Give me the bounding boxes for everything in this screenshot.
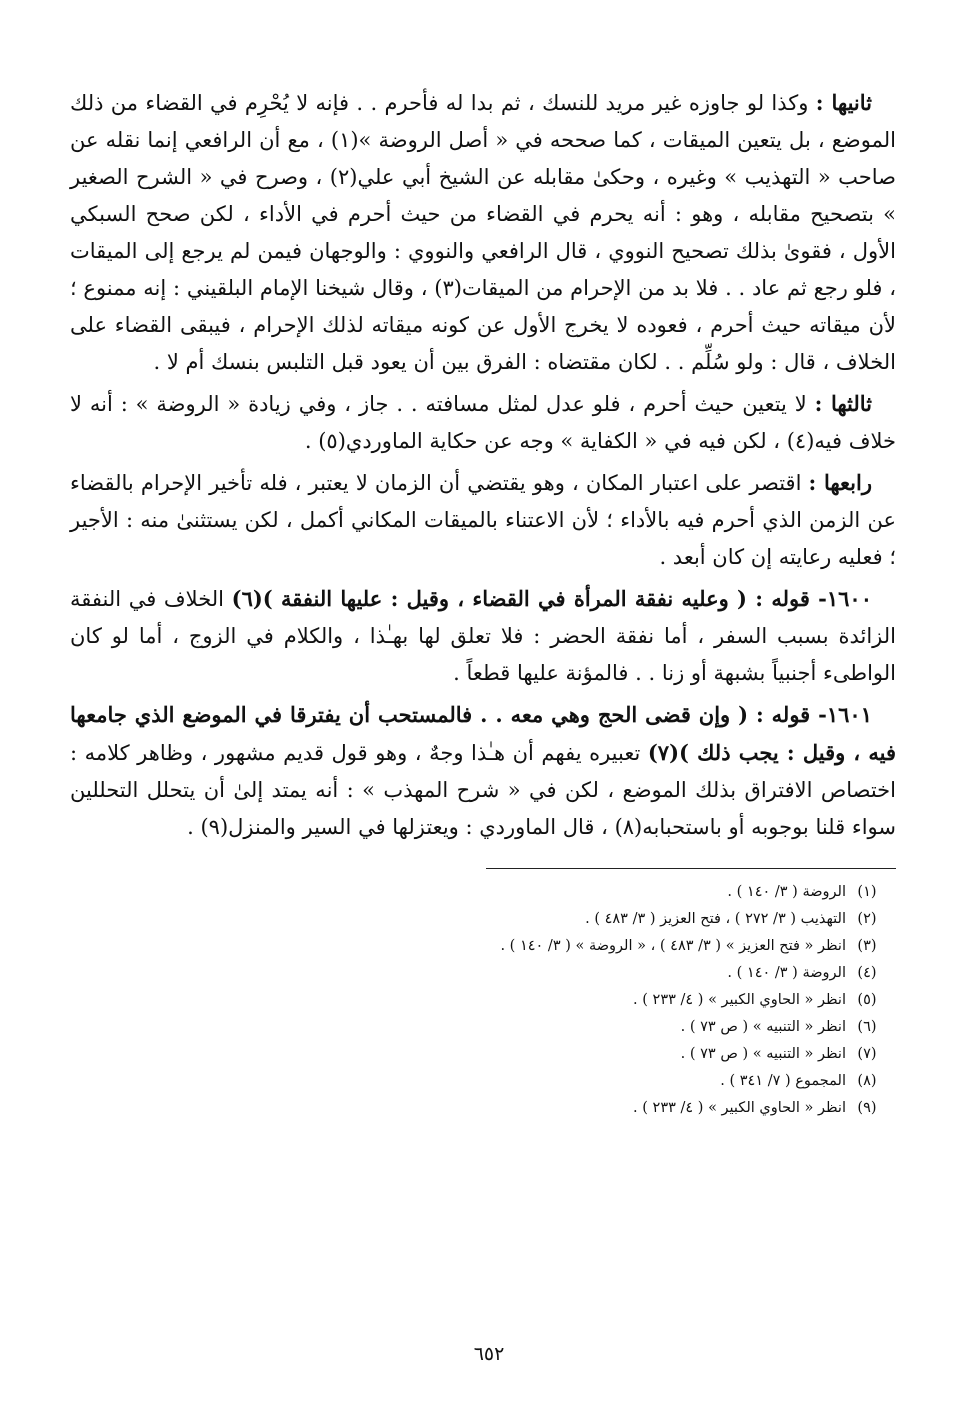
main-text [70,84,896,846]
footnote-text: التهذيب ( ٣/ ٢٧٢ ) ، فتح العزيز ( ٣/ ٤٨٣ ) . [585,911,846,927]
footnote-number: (٢) [857,911,877,927]
paragraph-third [70,385,896,460]
footnote-number: (٧) [857,1046,877,1062]
footnote-number: (٨) [857,1073,877,1089]
paragraph-1601 [70,696,896,846]
paragraph-1600 [70,580,896,692]
footnote-number: (١) [857,884,877,900]
paragraph-text: اقتصر على اعتبار المكان ، وهو يقتضي أن الزمان لا يعتبر ، فله تأخير الإحرام بالقضاء عن الزمن الذي أحرم فيه بالأداء ؛ لأن الاعتناء بالميقات المكاني أكمل ، لكن يستثنىٰ منه : الأجير ؛ فعليه رعايته إن كان أبعد . [70,471,896,569]
footnote-text: المجموع ( ٧/ ٣٤١ ) . [720,1073,846,1089]
footnote [70,879,896,906]
footnote-number: (٤) [857,965,877,981]
paragraph-lead: ثالثها : [814,391,873,416]
footnote [70,1014,896,1041]
footnote [70,933,896,960]
paragraph-fourth [70,464,896,576]
paragraph-lead: ١٦٠١- قوله : ( وإن قضى الحج وهي معه . . فالمستحب أن يفترقا في الموضع الذي جامعها فيه ، وقيل : يجب ذلك )(٧) [70,702,896,765]
page-number: ٦٥٢ [473,1343,505,1365]
footnote [70,987,896,1014]
paragraph-text: لا يتعين حيث أحرم ، فلو عدل لمثل مسافته . . جاز ، وفي زيادة « الروضة » : أنه لا خلاف فيه(٤) ، لكن فيه في « الكفاية » وجه عن حكاية الماوردي(٥) . [70,392,896,453]
footnote-number: (٥) [857,992,877,1008]
footnote-number: (٩) [857,1100,877,1116]
footnote [70,1041,896,1068]
paragraph-text: وكذا لو جاوزه غير مريد للنسك ، ثم بدا له فأحرم . . فإنه لا يُحْرِم في القضاء من ذلك الموضع ، بل يتعين الميقات ، كما صححه في « أصل الروضة »(١) ، مع أن الرافعي إنما نقله عن صاحب « التهذيب » وغيره ، وحكىٰ مقابله عن الشيخ أبي علي(٢) ، وصرح في « الشرح الصغير » بتصحيح مقابله ، وهو : أنه يحرم في القضاء من حيث أحرم في الأداء ، لكن صحح السبكي الأول ، فقوىٰ بذلك تصحيح النووي ، قال الرافعي والنووي : والوجهان فيمن لم يرجع إلى الميقات ، فلو رجع ثم عاد . . فلا بد من الإحرام من الميقات(٣) ، وقال شيخنا الإمام البلقيني : إنه ممنوع ؛ لأن ميقاته حيث أحرم ، فعوده لا يخرج الأول عن كونه ميقاته لذلك الإحرام ، فيبقى القضاء على الخلاف ، قال : ولو سُلِّم . . لكان مقتضاه : الفرق بين أن يعود قبل التلبس بنسك أم لا . [70,91,896,374]
paragraph-text: الخلاف في النفقة الزائدة بسبب السفر ، أما نفقة الحضر : فلا تعلق لها بهـٰذا ، والكلام في الزوج ، أما لو كان الواطىء أجنبياً بشبهة أو زنا . . فالمؤنة عليها قطعاً . [70,587,896,685]
footnote-separator [486,868,896,869]
footnote-text: انظر « الحاوي الكبير » ( ٤/ ٢٣٣ ) . [633,992,846,1008]
footnote-number: (٦) [857,1019,877,1035]
paragraph-lead: ثانيها : [815,90,872,115]
footnote [70,1095,896,1122]
footnote [70,1068,896,1095]
footnote-text: انظر « الحاوي الكبير » ( ٤/ ٢٣٣ ) . [633,1100,846,1116]
footnotes [70,879,896,1122]
paragraph-text: تعبيره يفهم أن هـٰذا وجهٌ ، وهو قول قديم مشهور ، وظاهر كلامه : اختصاص الافتراق بذلك الموضع ، لكن في « شرح المهذب » : أنه يمتد إلىٰ أن يتحلل التحللين سواء قلنا بوجوبه أو باستحبابه(٨) ، قال الماوردي : ويعتزلها في السير والمنزل(٩) . [70,741,896,839]
page-body [70,84,896,1122]
paragraph-lead: ١٦٠٠- قوله : ( وعليه نفقة المرأة في القضاء ، وقيل : عليها النفقة )(٦) [231,586,872,611]
footnote-text: انظر « فتح العزيز » ( ٣/ ٤٨٣ ) ، « الروضة » ( ٣/ ١٤٠ ) . [500,938,846,954]
footnote-text: انظر « التنبيه » ( ص ٧٣ ) . [680,1046,846,1062]
paragraph-lead: رابعها : [808,470,872,495]
footnote-text: انظر « التنبيه » ( ص ٧٣ ) . [680,1019,846,1035]
paragraph-second [70,84,896,381]
footnote-number: (٣) [857,938,877,954]
footnote [70,960,896,987]
footnote-text: الروضة ( ٣/ ١٤٠ ) . [727,965,846,981]
footnote-text: الروضة ( ٣/ ١٤٠ ) . [727,884,846,900]
footnote [70,906,896,933]
